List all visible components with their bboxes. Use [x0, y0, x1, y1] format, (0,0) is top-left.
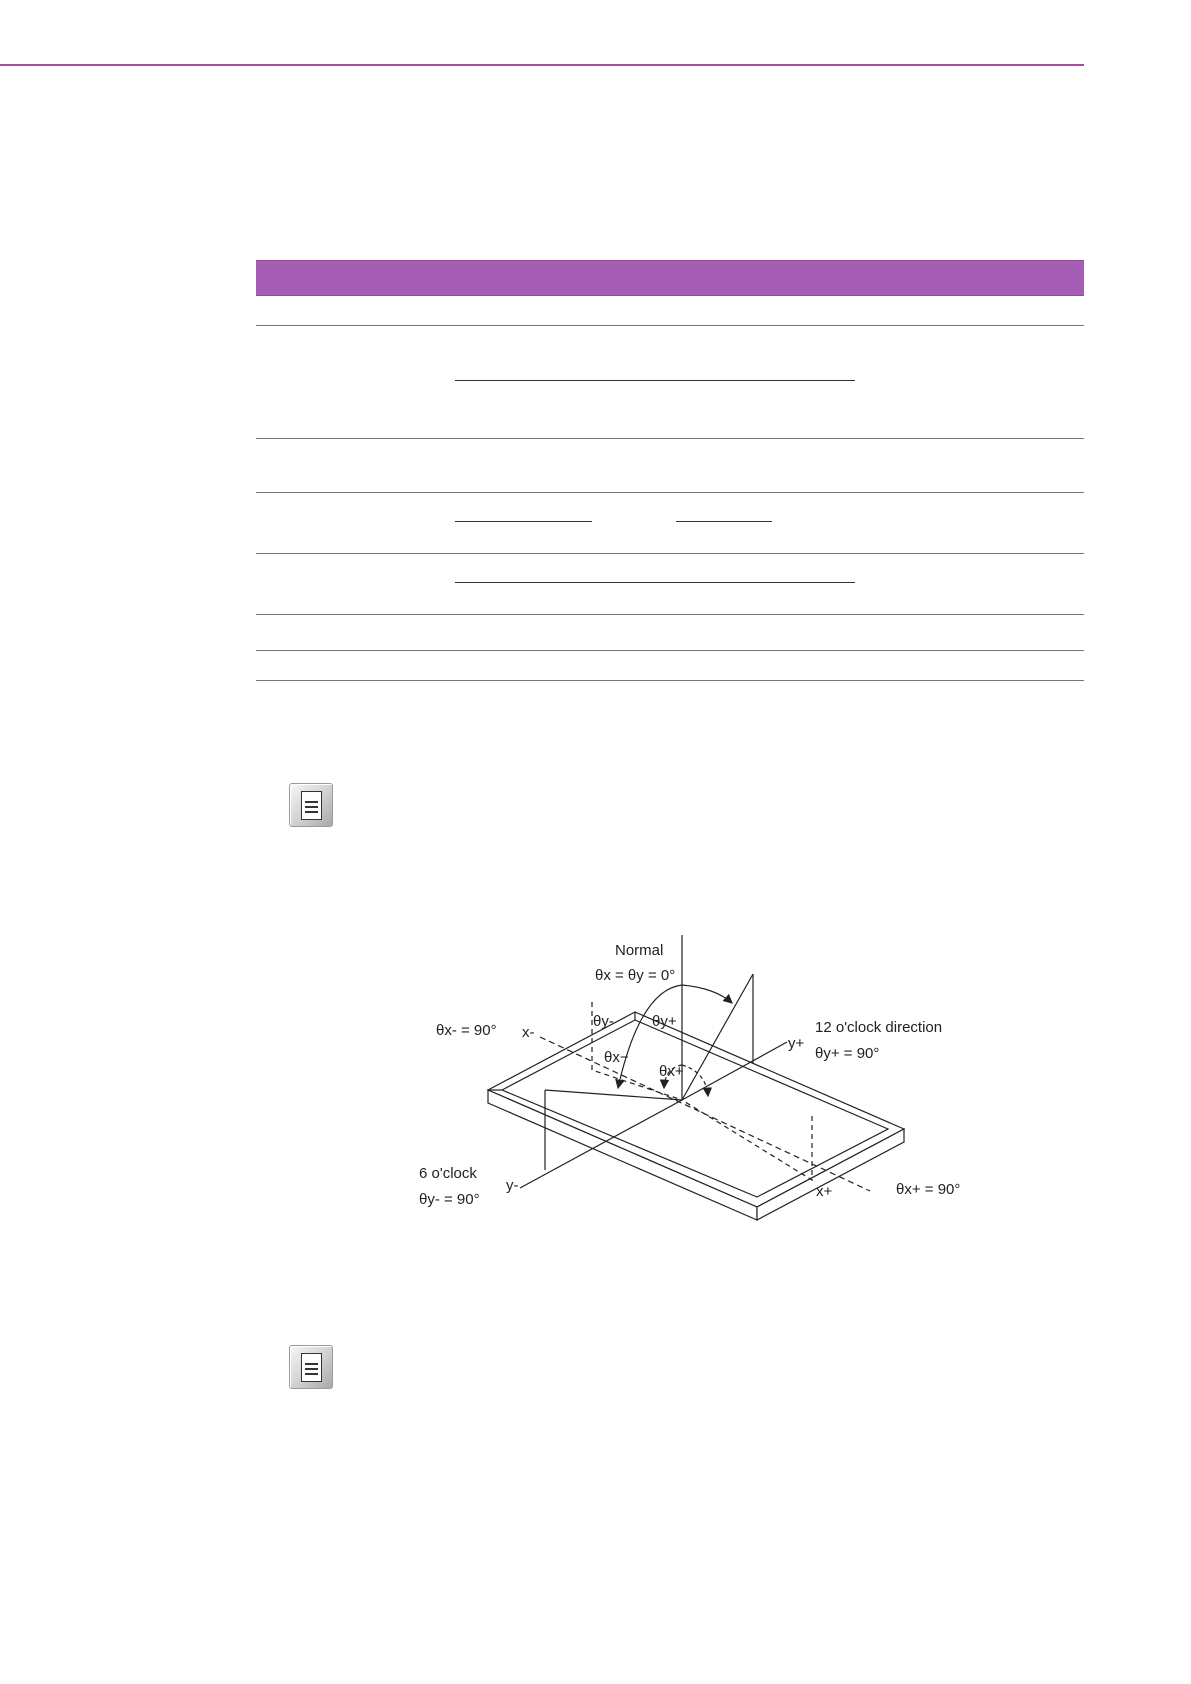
cell-rule	[455, 380, 855, 381]
cell-rule	[676, 521, 772, 522]
twelve-oclock-label: 12 o'clock direction	[815, 1019, 943, 1036]
viewing-angle-diagram	[410, 890, 990, 1230]
note-document-icon	[289, 783, 333, 827]
table-row	[256, 493, 1084, 554]
table-header	[256, 260, 1084, 296]
theta-x-plus-label: θx+	[659, 1063, 684, 1080]
header-rule	[0, 64, 1084, 66]
theta-y-minus-90-label: θy- = 90°	[419, 1191, 480, 1208]
table-row	[256, 651, 1084, 681]
theta-y-plus-90-label: θy+ = 90°	[815, 1045, 880, 1062]
table-row	[256, 615, 1084, 651]
note-document-icon	[289, 1345, 333, 1389]
x-plus-axis-label: x+	[816, 1183, 833, 1200]
y-minus-axis-label: y-	[506, 1177, 519, 1194]
table-row	[256, 439, 1084, 493]
spec-table	[256, 260, 1084, 681]
y-plus-axis-label: y+	[788, 1035, 805, 1052]
x-minus-axis-label: x-	[522, 1024, 535, 1041]
theta-zero-label: θx = θy = 0°	[595, 967, 676, 984]
table-row	[256, 326, 1084, 439]
theta-y-minus-label: θy-	[593, 1013, 614, 1030]
theta-x-minus-90-label: θx- = 90°	[436, 1022, 497, 1039]
table-row	[256, 296, 1084, 326]
cell-rule	[455, 582, 855, 583]
table-row	[256, 554, 1084, 615]
normal-label: Normal	[615, 942, 664, 959]
theta-y-plus-label: θy+	[652, 1013, 677, 1030]
six-oclock-label: 6 o'clock	[419, 1165, 477, 1182]
theta-x-minus-label: θx−	[604, 1049, 629, 1066]
theta-x-plus-90-label: θx+ = 90°	[896, 1181, 961, 1198]
cell-rule	[455, 521, 592, 522]
